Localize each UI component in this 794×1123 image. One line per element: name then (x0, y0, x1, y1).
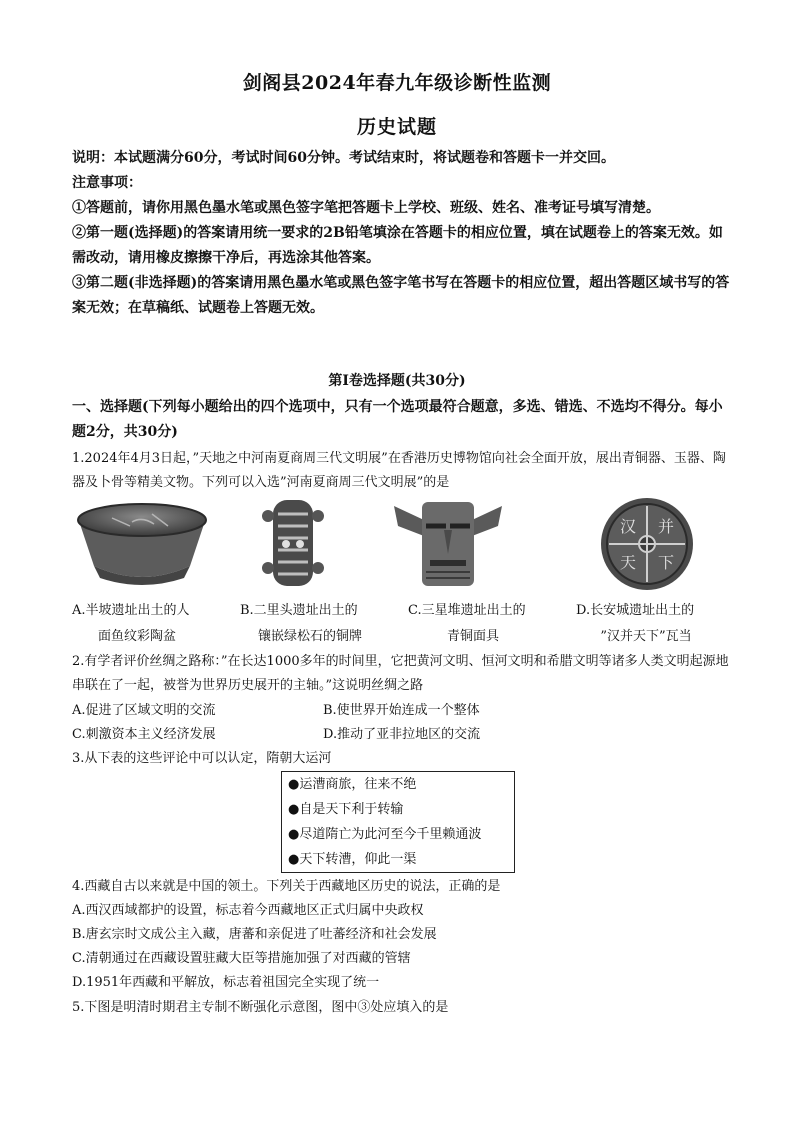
question-5-stem: 5.下图是明清时期君主专制不断强化示意图，图中③处应填入的是 (72, 1000, 449, 1015)
question-1-stem: 1.2024年4月3日起，”天地之中河南夏商周三代文明展”在香港历史博物馆向社会全面开放，展出青铜器、玉器、陶器及卜骨等精美文物。下列可以入选”河南夏商周三代文明展”的是 (72, 451, 726, 490)
q4-option-a: A.西汉西域都护的设置，标志着今西藏地区正式归属中央政权 (72, 903, 424, 918)
q1-option-b (240, 598, 410, 650)
q1-option-a-line1: A.半坡遗址出土的人 (72, 603, 190, 618)
q1-option-d-line2: ”汉并天下”瓦当 (600, 629, 692, 644)
tile-char-3: 天 (619, 553, 637, 572)
exam-subtitle: 历史试题 (356, 116, 437, 138)
q3-quote-1: ●运漕商旅，往来不绝 (288, 777, 417, 792)
q4-option-d: D.1951年西藏和平解放，标志着祖国完全实现了统一 (72, 975, 380, 990)
q1-option-c-line2: 青铜面具 (446, 629, 499, 644)
section-title: 第Ⅰ卷选择题(共30分) (328, 373, 466, 389)
q3-quote-4: ●天下转漕，仰此一渠 (288, 852, 417, 867)
notes-item-2: ②第一题(选择题)的答案请用统一要求的2B铅笔填涂在答题卡的相应位置，填在试题卷上的答案无效。如需改动，请用橡皮擦擦干净后，再选涂其他答案。 (72, 225, 723, 266)
q3-quote-3: ●尽道隋亡为此河至今千里赖通波 (288, 827, 482, 842)
q4-option-b: B.唐玄宗时文成公主入藏，唐蕃和亲促进了吐蕃经济和社会发展 (72, 927, 437, 942)
q2-option-b: B.使世界开始连成一个整体 (323, 703, 480, 718)
bronze-mask-image (388, 496, 508, 592)
pottery-basin-image (72, 496, 212, 592)
notes-item-3: ③第二题(非选择题)的答案请用黑色墨水笔或黑色签字笔书写在答题卡的相应位置，超出答题区域书写的答案无效；在草稿纸、试题卷上答题无效。 (72, 275, 730, 316)
tile-char-1: 汉 (619, 517, 637, 536)
q1-option-c (408, 598, 578, 650)
tile-char-2: 并 (657, 517, 675, 536)
notes-heading: 注意事项： (72, 175, 142, 191)
notes-item-1: ①答题前，请你用黑色墨水笔或黑色签字笔把答题卡上学校、班级、姓名、准考证号填写清楚。 (72, 200, 660, 216)
question-3-stem: 3.从下表的这些评论中可以认定，隋朝大运河 (72, 751, 332, 766)
q4-option-c: C.清朝通过在西藏设置驻藏大臣等措施加强了对西藏的管辖 (72, 951, 411, 966)
q1-option-a (72, 598, 242, 650)
q1-option-d-line1: D.长安城遗址出土的 (576, 603, 695, 618)
q1-option-b-line1: B.二里头遗址出土的 (240, 603, 358, 618)
q2-option-d: D.推动了亚非拉地区的交流 (323, 727, 481, 742)
notes-description: 说明：本试题满分60分，考试时间60分钟。考试结束时，将试题卷和答题卡一并交回。 (72, 150, 615, 166)
roof-tile-image (598, 496, 696, 592)
section-instructions: 一、选择题(下列每小题给出的四个选项中，只有一个选项最符合题意，多选、错选、不选均不得分。每小题2分，共30分) (72, 399, 723, 440)
q1-option-b-line2: 镶嵌绿松石的铜牌 (257, 629, 362, 644)
question-4-stem: 4.西藏自古以来就是中国的领土。下列关于西藏地区历史的说法，正确的是 (72, 879, 501, 894)
q2-option-c: C.刺激资本主义经济发展 (72, 727, 216, 742)
q1-option-c-line1: C.三星堆遗址出土的 (408, 603, 526, 618)
bronze-plaque-image (258, 496, 328, 592)
exam-title: 剑阁县2024年春九年级诊断性监测 (242, 72, 552, 94)
exam-notes (72, 146, 732, 321)
q3-quote-table (281, 771, 515, 873)
q1-option-d (576, 598, 746, 650)
tile-char-4: 下 (657, 553, 675, 572)
q3-quote-2: ●自是天下利于转输 (288, 802, 404, 817)
q2-option-a: A.促进了区域文明的交流 (72, 703, 216, 718)
question-2-stem: 2.有学者评价丝绸之路称：”在长达1000多年的时间里，它把黄河文明、恒河文明和希腊文明等诸多人类文明起源地串联在了一起，被誉为世界历史展开的主轴。”这说明丝绸之路 (72, 654, 729, 693)
q1-option-a-line2: 面鱼纹彩陶盆 (97, 629, 176, 644)
